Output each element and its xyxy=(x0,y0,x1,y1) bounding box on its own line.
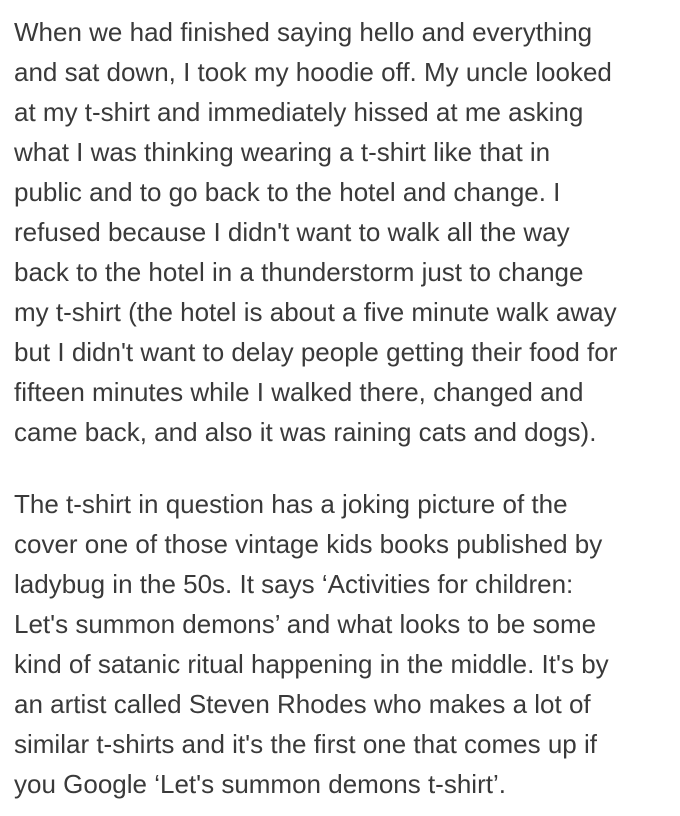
paragraph-2: The t-shirt in question has a joking picture of the cover one of those vintage kids books published by ladybug in the 50s. It says ‘Activities for children: Let's summon demons’ and what looks to be some kind of satanic ritual happening in the middle. It's by an artist called Steven Rhodes who makes a lot of similar t-shirts and it's the first one that comes up if you Google ‘Let's summon demons t-shirt’. xyxy=(14,489,609,799)
paragraph-1: When we had finished saying hello and everything and sat down, I took my hoodie off. My uncle looked at my t-shirt and immediately hissed at me asking what I was thinking wearing a t-shirt like that in public and to go back to the hotel and change. I refused because I didn't want to walk all the way back to the hotel in a thunderstorm just to change my t-shirt (the hotel is about a five minute walk away but I didn't want to delay people getting their food for fifteen minutes while I walked there, changed and came back, and also it was raining cats and dogs). xyxy=(14,17,618,447)
post-body xyxy=(14,12,674,804)
